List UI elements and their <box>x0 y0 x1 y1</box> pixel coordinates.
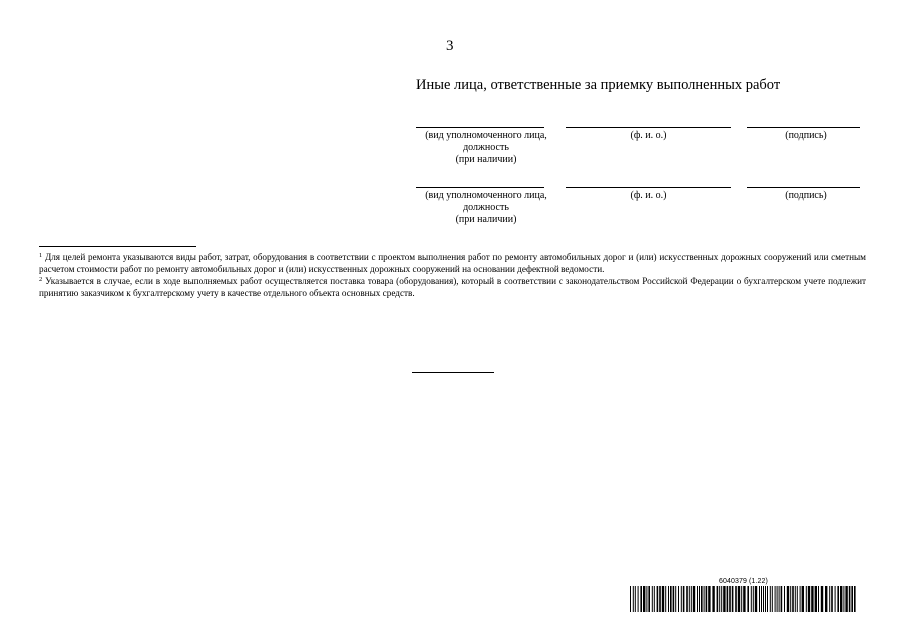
barcode-bar <box>729 586 731 612</box>
barcode-bar <box>755 586 757 612</box>
position-caption: (вид уполномоченного лица, должность (при наличии) <box>425 130 547 165</box>
footnote-text: Указывается в случае, если в ходе выполняемых работ осуществляется поставка товара (оборудования), который в соответствии с законодательством Российской Федерации о бухгалтерском учете подлежит принятию заказчиком к бухгалтерскому учету в качестве отдельного объекта основных средств. <box>39 276 867 298</box>
barcode-bar <box>719 586 720 612</box>
barcode-bar <box>697 586 698 612</box>
barcode-bar <box>787 586 789 612</box>
barcode-bar <box>689 586 690 612</box>
barcode-bar <box>735 586 737 612</box>
barcode-bar <box>668 586 669 612</box>
barcode-bar <box>825 586 827 612</box>
barcode-bar <box>831 586 833 612</box>
barcode-bar <box>770 586 771 612</box>
barcode-bar <box>835 586 836 612</box>
barcode-bar <box>662 586 664 612</box>
barcode-bar <box>843 586 844 612</box>
barcode-bar <box>777 586 778 612</box>
barcode-bar <box>683 586 685 612</box>
barcode-bar <box>775 586 776 612</box>
footnote-text: Для целей ремонта указываются виды работ, затрат, оборудования в соответствии с проектом выполнения работ по ремонту автомобильных дорог и (или) искусственных дорожных сооружений или сметным расчетом стоимости работ по ремонту автомобильных дорог и (или) искусственных дорожных сооружений на основании дефектной ведомости. <box>39 252 866 274</box>
barcode-bar <box>638 586 639 612</box>
barcode-bar <box>630 586 631 612</box>
barcode-bar <box>686 586 688 612</box>
barcode-bar <box>717 586 719 612</box>
name-caption: (ф. и. о.) <box>630 190 667 201</box>
barcode-bar <box>675 586 676 612</box>
barcode-code: 6040379 (1.22) <box>719 578 768 585</box>
barcode-bar <box>840 586 842 612</box>
document-end-line <box>412 372 494 373</box>
barcode-bar <box>753 586 754 612</box>
barcode-bar <box>704 586 705 612</box>
barcode-bar <box>646 586 647 612</box>
name-signature-line <box>566 127 731 128</box>
barcode-bar <box>640 586 642 612</box>
footnote <box>39 251 866 275</box>
barcode-bar <box>761 586 762 612</box>
barcode-bar <box>670 586 672 612</box>
page-number: 3 <box>446 38 454 54</box>
signature-line <box>747 127 860 128</box>
barcode-bar <box>808 586 810 612</box>
barcode-bar <box>800 586 801 612</box>
barcode-bar <box>747 586 749 612</box>
barcode-bar <box>643 586 645 612</box>
signature-caption: (подпись) <box>785 130 827 141</box>
barcode-bar <box>818 586 819 612</box>
barcode-bar <box>708 586 710 612</box>
position-signature-line <box>416 187 544 188</box>
barcode-bar <box>779 586 780 612</box>
barcode-bar <box>635 586 636 612</box>
barcode-bar <box>797 586 798 612</box>
footnote-separator <box>39 246 196 247</box>
barcode-bar <box>829 586 830 612</box>
barcode-bar <box>751 586 752 612</box>
barcode-bar <box>772 586 773 612</box>
barcode-bar <box>681 586 682 612</box>
barcode-bar <box>790 586 791 612</box>
barcode-bar <box>721 586 722 612</box>
barcode-bar <box>781 586 783 612</box>
barcode-bar <box>795 586 796 612</box>
footnote-mark: 1 <box>39 252 43 259</box>
barcode-bar <box>654 586 655 612</box>
barcode-bar <box>845 586 847 612</box>
barcode-bar <box>673 586 675 612</box>
barcode-bar <box>712 586 714 612</box>
barcode-bar <box>837 586 839 612</box>
barcode <box>630 586 858 612</box>
barcode-bar <box>765 586 766 612</box>
name-caption: (ф. и. о.) <box>630 130 667 141</box>
signature-caption: (подпись) <box>785 190 827 201</box>
barcode-bar <box>815 586 817 612</box>
barcode-bar <box>784 586 785 612</box>
barcode-bar <box>741 586 742 612</box>
barcode-bar <box>652 586 653 612</box>
barcode-bar <box>821 586 823 612</box>
position-caption: (вид уполномоченного лица, должность (при наличии) <box>425 190 547 225</box>
barcode-bar <box>743 586 745 612</box>
barcode-bar <box>665 586 666 612</box>
barcode-bar <box>732 586 734 612</box>
section-heading: Иные лица, ответственные за приемку выполненных работ <box>416 77 781 93</box>
barcode-bar <box>854 586 856 612</box>
barcode-bar <box>633 586 634 612</box>
barcode-bar <box>851 586 853 612</box>
barcode-bar <box>767 586 768 612</box>
barcode-bar <box>811 586 813 612</box>
footnote-mark: 2 <box>39 276 43 283</box>
barcode-bar <box>727 586 729 612</box>
barcode-bar <box>701 586 703 612</box>
barcode-bar <box>763 586 764 612</box>
barcode-bar <box>693 586 695 612</box>
barcode-bar <box>759 586 760 612</box>
position-signature-line <box>416 127 544 128</box>
barcode-bar <box>738 586 740 612</box>
barcode-bar <box>691 586 692 612</box>
barcode-bar <box>659 586 661 612</box>
barcode-bar <box>806 586 807 612</box>
barcode-bar <box>802 586 804 612</box>
barcode-bar <box>678 586 679 612</box>
barcode-bar <box>699 586 700 612</box>
barcode-bar <box>657 586 659 612</box>
barcode-bar <box>706 586 708 612</box>
footnote <box>39 275 866 299</box>
barcode-bar <box>849 586 851 612</box>
name-signature-line <box>566 187 731 188</box>
barcode-bar <box>648 586 650 612</box>
barcode-bar <box>723 586 725 612</box>
signature-line <box>747 187 860 188</box>
footnotes <box>39 251 866 299</box>
barcode-bar <box>792 586 794 612</box>
